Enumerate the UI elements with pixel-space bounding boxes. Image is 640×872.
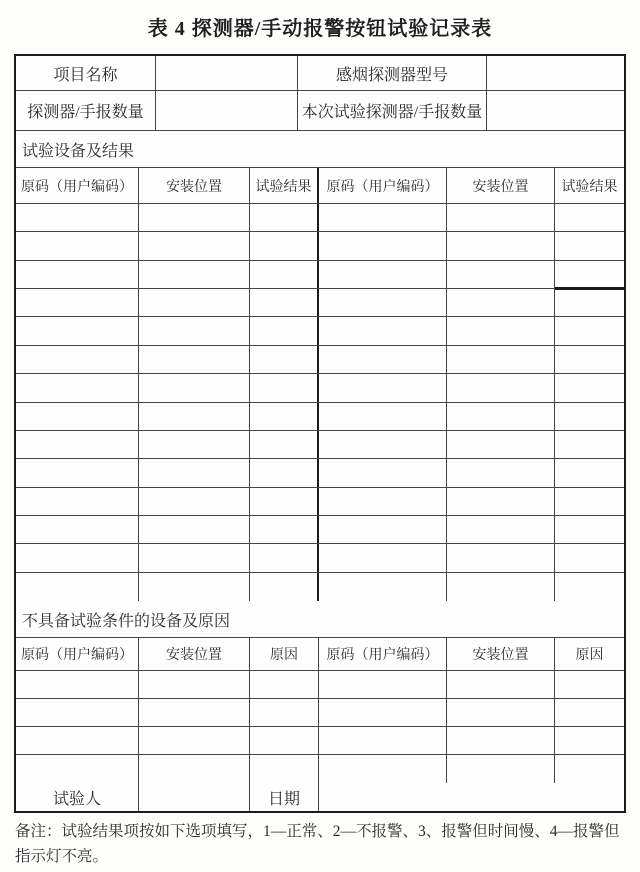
code-cell[interactable] — [16, 671, 139, 698]
code-cell[interactable] — [319, 431, 447, 458]
table-row — [16, 459, 624, 487]
table-row — [16, 699, 624, 727]
code-header: 原码（用户编码） — [16, 168, 139, 203]
result-cell[interactable] — [250, 374, 319, 401]
code-cell[interactable] — [16, 403, 139, 430]
result-cell[interactable] — [555, 516, 624, 543]
result-cell[interactable] — [250, 204, 319, 231]
result-cell[interactable] — [555, 544, 624, 571]
location-cell[interactable] — [447, 317, 555, 344]
location-cell[interactable] — [139, 431, 250, 458]
device-count-label: 探测器/手报数量 — [16, 91, 156, 130]
table-row — [16, 204, 624, 232]
result-cell[interactable] — [250, 261, 319, 288]
tested-count-label: 本次试验探测器/手报数量 — [298, 91, 487, 130]
code-cell[interactable] — [16, 289, 139, 316]
code-cell[interactable] — [319, 755, 447, 783]
location-cell[interactable] — [139, 289, 250, 316]
reason-header: 原因 — [250, 638, 319, 670]
reason-cell[interactable] — [555, 727, 624, 754]
code-cell[interactable] — [16, 727, 139, 754]
location-cell[interactable] — [447, 232, 555, 259]
result-header: 试验结果 — [561, 179, 618, 195]
code-header: 原码（用户编码） — [319, 168, 447, 203]
info-row-project — [16, 56, 624, 91]
code-cell[interactable] — [319, 488, 447, 515]
code-cell[interactable] — [319, 403, 447, 430]
code-cell[interactable] — [319, 699, 447, 726]
result-cell[interactable] — [555, 459, 624, 486]
location-cell[interactable] — [139, 261, 250, 288]
result-cell[interactable] — [555, 289, 624, 316]
result-cell[interactable] — [250, 289, 319, 316]
location-cell[interactable] — [139, 544, 250, 571]
device-count-field[interactable] — [156, 91, 298, 130]
table-row — [16, 374, 624, 402]
code-cell[interactable] — [319, 573, 447, 601]
result-cell[interactable] — [250, 232, 319, 259]
table-row — [16, 232, 624, 260]
reason-cell[interactable] — [250, 727, 319, 754]
result-cell[interactable] — [250, 516, 319, 543]
result-cell[interactable] — [555, 374, 624, 401]
reason-cell[interactable] — [250, 699, 319, 726]
result-header: 试验结果 — [250, 168, 319, 203]
reason-cell[interactable] — [555, 671, 624, 698]
location-header: 安装位置 — [447, 638, 555, 670]
result-cell[interactable] — [250, 573, 319, 601]
detector-model-label: 感烟探测器型号 — [298, 56, 487, 90]
result-cell[interactable] — [555, 403, 624, 430]
project-name-field[interactable] — [156, 56, 298, 90]
location-cell[interactable] — [139, 346, 250, 373]
code-cell[interactable] — [16, 573, 139, 601]
detector-model-field[interactable] — [487, 56, 624, 90]
table-row — [16, 544, 624, 572]
location-header: 安装位置 — [447, 168, 555, 203]
code-cell[interactable] — [319, 317, 447, 344]
reason-cell[interactable] — [555, 755, 624, 783]
location-cell[interactable] — [139, 232, 250, 259]
code-cell[interactable] — [16, 232, 139, 259]
location-cell[interactable] — [447, 261, 555, 288]
result-cell[interactable] — [250, 317, 319, 344]
results-empty-rows — [16, 204, 624, 601]
location-cell[interactable] — [139, 317, 250, 344]
table-row — [16, 261, 624, 289]
result-cell[interactable] — [555, 488, 624, 515]
location-cell[interactable] — [447, 488, 555, 515]
location-cell[interactable] — [139, 671, 250, 698]
code-cell[interactable] — [319, 232, 447, 259]
date-label: 日期 — [250, 783, 319, 811]
unavailable-section-title: 不具备试验条件的设备及原因 — [22, 612, 231, 630]
location-cell[interactable] — [447, 459, 555, 486]
tested-count-field[interactable] — [487, 91, 624, 130]
location-cell[interactable] — [139, 573, 250, 601]
code-cell[interactable] — [16, 431, 139, 458]
location-cell[interactable] — [447, 573, 555, 601]
code-cell[interactable] — [319, 727, 447, 754]
code-cell[interactable] — [16, 516, 139, 543]
location-cell[interactable] — [447, 346, 555, 373]
reason-header: 原因 — [575, 648, 604, 664]
reason-cell[interactable] — [555, 699, 624, 726]
table-row — [16, 516, 624, 544]
code-cell[interactable] — [16, 699, 139, 726]
code-header: 原码（用户编码） — [16, 638, 139, 670]
location-cell[interactable] — [447, 516, 555, 543]
unavailable-header-row — [16, 638, 624, 671]
result-cell[interactable] — [250, 346, 319, 373]
result-cell[interactable] — [555, 261, 624, 288]
result-cell[interactable] — [555, 317, 624, 344]
location-cell[interactable] — [447, 374, 555, 401]
reason-cell[interactable] — [250, 671, 319, 698]
date-field[interactable] — [319, 783, 624, 811]
location-cell[interactable] — [447, 699, 555, 726]
table-row — [16, 317, 624, 345]
location-cell[interactable] — [447, 431, 555, 458]
scan-artifact-line — [555, 287, 624, 290]
table-row — [16, 727, 624, 755]
code-cell[interactable] — [16, 317, 139, 344]
project-name-label: 项目名称 — [16, 56, 156, 90]
result-cell[interactable] — [250, 403, 319, 430]
location-cell[interactable] — [139, 699, 250, 726]
location-cell[interactable] — [447, 204, 555, 231]
footnote: 备注：试验结果项按如下选项填写，1—正常、2—不报警、3、报警但时间慢、4—报警但指示灯不亮。 — [15, 823, 620, 866]
tester-field[interactable] — [139, 783, 250, 811]
code-cell[interactable] — [319, 204, 447, 231]
code-cell[interactable] — [319, 459, 447, 486]
code-cell[interactable] — [319, 261, 447, 288]
code-cell[interactable] — [319, 374, 447, 401]
code-cell[interactable] — [319, 671, 447, 698]
location-cell[interactable] — [139, 516, 250, 543]
code-cell[interactable] — [16, 261, 139, 288]
table-row — [16, 488, 624, 516]
code-cell[interactable] — [319, 289, 447, 316]
location-cell[interactable] — [447, 727, 555, 754]
location-cell[interactable] — [139, 374, 250, 401]
table-row — [16, 671, 624, 699]
result-cell[interactable] — [250, 459, 319, 486]
result-cell[interactable] — [555, 573, 624, 601]
results-header-row — [16, 168, 624, 204]
results-section-title: 试验设备及结果 — [22, 142, 135, 160]
result-cell[interactable] — [250, 544, 319, 571]
code-cell[interactable] — [319, 346, 447, 373]
location-cell[interactable] — [139, 459, 250, 486]
result-cell[interactable] — [555, 431, 624, 458]
code-cell[interactable] — [16, 204, 139, 231]
unavailable-empty-rows — [16, 671, 624, 783]
code-cell[interactable] — [16, 488, 139, 515]
code-cell[interactable] — [16, 544, 139, 571]
location-cell[interactable] — [447, 403, 555, 430]
result-cell[interactable] — [555, 346, 624, 373]
table-row — [16, 346, 624, 374]
table-row — [16, 573, 624, 601]
code-cell[interactable] — [319, 544, 447, 571]
location-cell[interactable] — [447, 755, 555, 783]
code-header: 原码（用户编码） — [319, 638, 447, 670]
code-cell[interactable] — [16, 755, 139, 783]
location-header: 安装位置 — [139, 638, 250, 670]
result-cell[interactable] — [250, 431, 319, 458]
result-cell[interactable] — [250, 488, 319, 515]
table-row — [16, 403, 624, 431]
footer-row — [16, 783, 624, 811]
location-header: 安装位置 — [139, 168, 250, 203]
code-cell[interactable] — [319, 516, 447, 543]
table-row — [16, 431, 624, 459]
unavailable-section-row — [16, 601, 624, 638]
reason-cell[interactable] — [250, 755, 319, 783]
test-record-table — [14, 54, 626, 813]
table-row — [16, 289, 624, 317]
results-section-row — [16, 131, 624, 168]
tester-label: 试验人 — [16, 783, 139, 811]
table-row — [16, 755, 624, 783]
result-cell[interactable] — [555, 232, 624, 259]
location-cell[interactable] — [447, 544, 555, 571]
code-cell[interactable] — [16, 374, 139, 401]
location-cell[interactable] — [447, 671, 555, 698]
location-cell[interactable] — [447, 289, 555, 316]
page-title: 表 4 探测器/手动报警按钮试验记录表 — [147, 18, 493, 40]
info-row-counts — [16, 91, 624, 131]
location-cell[interactable] — [139, 488, 250, 515]
code-cell[interactable] — [16, 459, 139, 486]
location-cell[interactable] — [139, 755, 250, 783]
result-cell[interactable] — [555, 204, 624, 231]
location-cell[interactable] — [139, 204, 250, 231]
location-cell[interactable] — [139, 727, 250, 754]
location-cell[interactable] — [139, 403, 250, 430]
code-cell[interactable] — [16, 346, 139, 373]
